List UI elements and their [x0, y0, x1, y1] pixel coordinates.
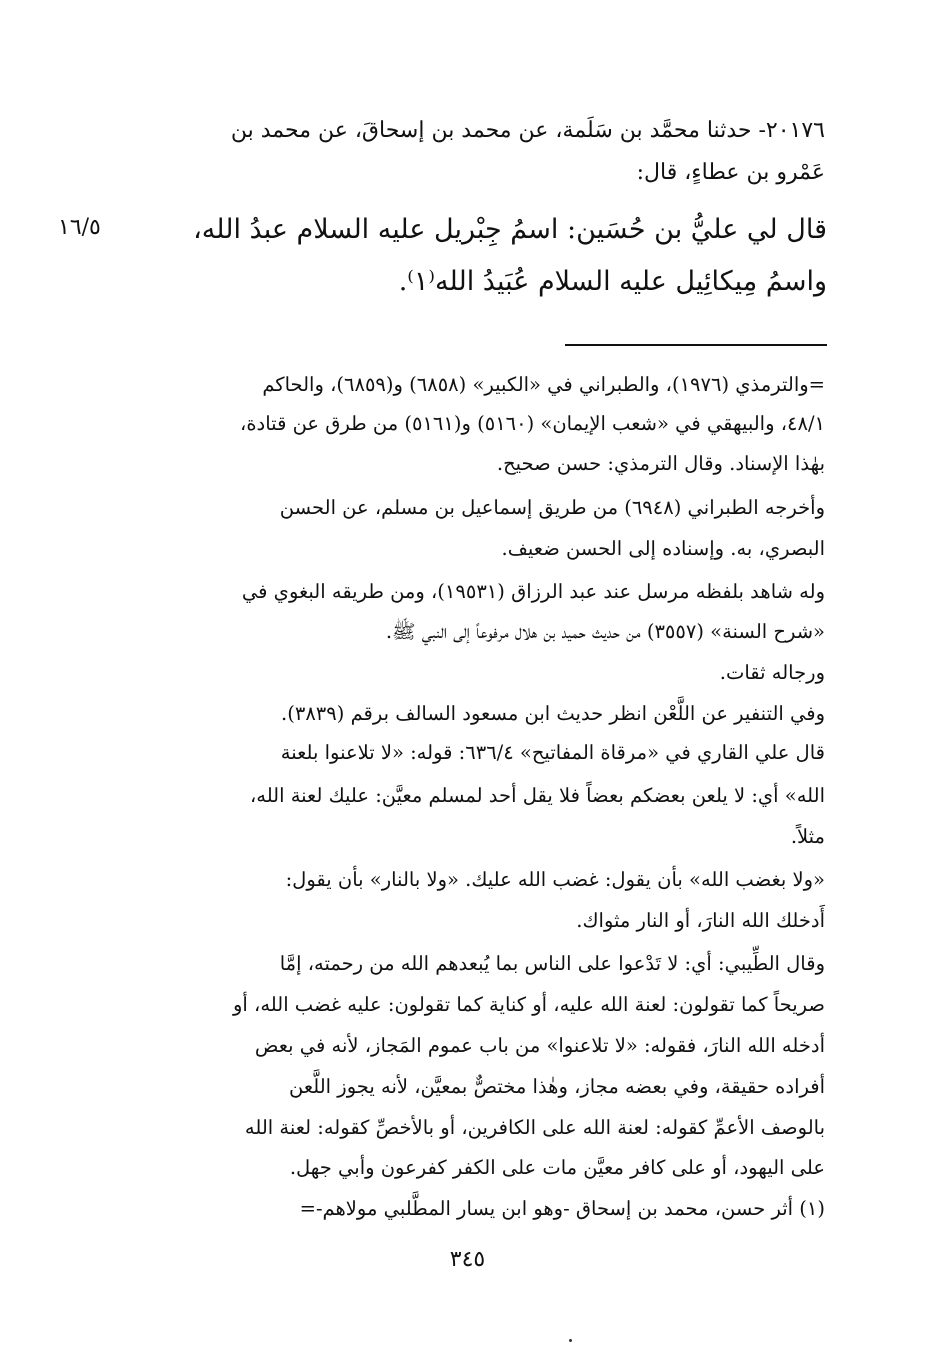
margin-volume-page-reference: ١٦/٥ [58, 215, 101, 240]
footnote-line: وأخرجه الطبراني (٦٩٤٨) من طريق إسماعيل بن مسلم، عن الحسن [279, 496, 825, 519]
footnote-line: وفي التنفير عن اللَّعْن انظر حديث ابن مسعود السالف برقم (٣٨٣٩). [281, 702, 825, 725]
footnote-line: بالوصف الأعمِّ كقوله: لعنة الله على الكافرين، أو بالأخصِّ كقوله: لعنة الله [244, 1116, 825, 1139]
matn-line-1: قال لي عليُّ بن حُسَين: اسمُ جِبْريل عليه السلام عبدُ الله، [193, 214, 827, 245]
footnote-separator [565, 344, 827, 346]
footnote-line: (١) أثر حسن، محمد بن إسحاق -وهو ابن يسار المطَّلبي مولاهم-= [299, 1197, 825, 1220]
footnote-line: ورجاله ثقات. [719, 661, 825, 684]
scan-speck [569, 1339, 572, 1342]
footnote-line: أدخله الله النارَ، فقوله: «لا تلاعنوا» من باب عموم المَجاز، لأنه في بعض [254, 1034, 825, 1057]
footnote-line: البصري، به. وإسناده إلى الحسن ضعيف. [501, 537, 825, 560]
footnote-line: الله» أي: لا يلعن بعضكم بعضاً فلا يقل أحد لمسلم معيَّن: عليك لعنة الله، [249, 784, 825, 807]
footnote-line: صريحاً كما تقولون: لعنة الله عليه، أو كناية كما تقولون: عليه غضب الله، أو [233, 993, 825, 1016]
isnad-line-2: عَمْرو بن عطاءٍ، قال: [636, 160, 825, 185]
footnote-line: على اليهود، أو على كافر معيَّن مات على الكفر كفرعون وأبي جهل. [289, 1156, 825, 1179]
footnote-line: وقال الطِّيبي: أي: لا تَدْعوا على الناس بما يُبعدهم الله من رحمته، إمَّا [279, 952, 825, 975]
footnote-line: =والترمذي (١٩٧٦)، والطبراني في «الكبير» (٦٨٥٨) و(٦٨٥٩)، والحاكم [262, 373, 825, 396]
footnote-line: «ولا بغضب الله» بأن يقول: غضب الله عليك. «ولا بالنار» بأن يقول: [285, 868, 825, 891]
matn-line-2: واسمُ مِيكائِيل عليه السلام عُبَيدُ الله⁽١⁾. [398, 266, 827, 297]
footnote-line: «شرح السنة» (٣٥٥٧) من حديث حميد بن هلال مرفوعاً إلى النبي ﷺ. [385, 620, 825, 643]
footnote-line: بهٰذا الإسناد. وقال الترمذي: حسن صحيح. [496, 452, 825, 475]
footnote-line: أَدخلك الله النارَ، أو النار مثواك. [576, 909, 825, 932]
footnote-line: وله شاهد بلفظه مرسل عند عبد الرزاق (١٩٥٣١)، ومن طريقه البغوي في [241, 580, 825, 603]
footnote-line: أفراده حقيقة، وفي بعضه مجاز، وهٰذا مختصٌّ بمعيَّن، لأنه يجوز اللَّعن [289, 1075, 825, 1098]
footnote-line: ٤٨/١، والبيهقي في «شعب الإيمان» (٥١٦٠) و(٥١٦١) من طرق عن قتادة، [240, 412, 825, 435]
page-number: ٣٤٥ [449, 1247, 486, 1272]
footnote-line: قال علي القاري في «مرقاة المفاتيح» ٦٣٦/٤: قوله: «لا تلاعنوا بلعنة [280, 741, 825, 764]
isnad-line-1: ٢٠١٧٦- حدثنا محمَّد بن سَلَمة، عن محمد بن إسحاقَ، عن محمد بن [230, 118, 825, 143]
footnote-line: مثلاً. [790, 825, 825, 848]
